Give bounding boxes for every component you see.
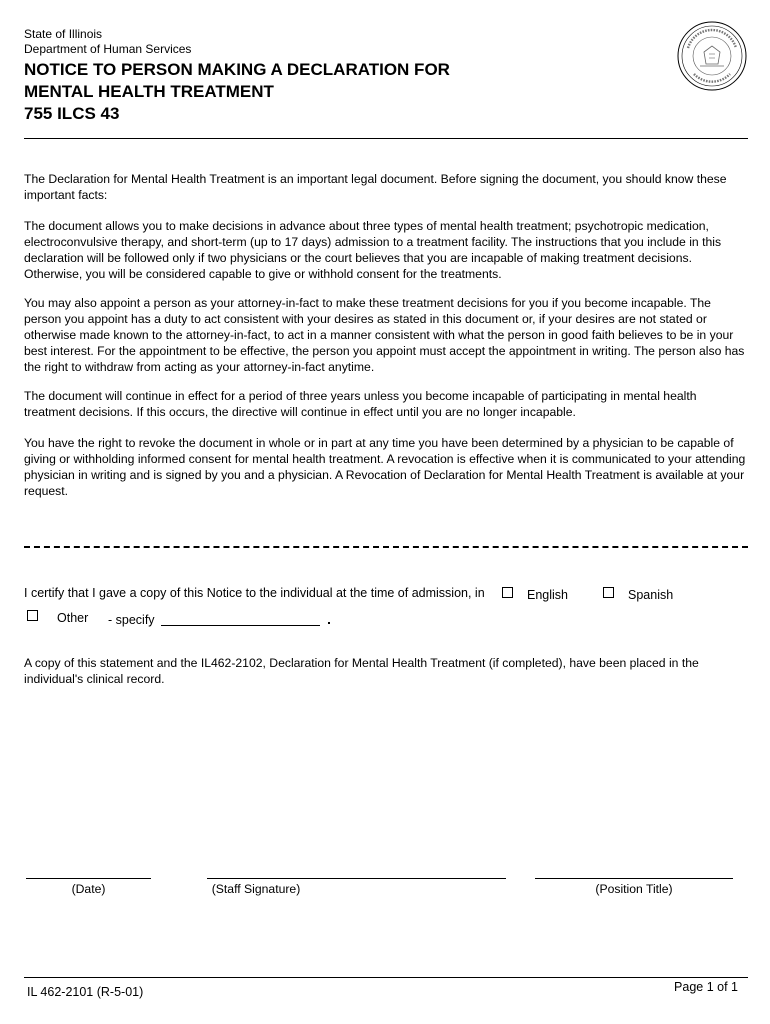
- department-name: Department of Human Services: [24, 42, 192, 56]
- other-label: Other: [57, 611, 89, 625]
- page-title-line2: MENTAL HEALTH TREATMENT: [24, 82, 274, 101]
- duration-paragraph: The document will continue in effect for a period of three years unless you become incapable of participating in mental health treatment decisions. If this occurs, the directive will continue in effect until you are no longer incapable.: [24, 389, 697, 419]
- spanish-label: Spanish: [628, 588, 674, 602]
- english-checkbox[interactable]: [502, 587, 513, 598]
- other-checkbox[interactable]: [27, 610, 38, 621]
- date-label: (Date): [71, 882, 106, 896]
- english-label: English: [527, 588, 568, 602]
- page-number: Page 1 of 1: [674, 980, 738, 994]
- staff-signature-field[interactable]: [207, 878, 506, 879]
- certify-statement: I certify that I gave a copy of this Notice to the individual at the time of admission, in: [24, 586, 485, 600]
- footer-divider: [24, 977, 748, 978]
- revocation-paragraph: You have the right to revoke the document in whole or in part at any time you have been determined by a physician to be capable of giving or withholding informed consent for mental health treatment. A revocation is effective when it is communicated to your attending physician in writing and is signed by you and a physician. A Revocation of Declaration for Mental Health Treatment is available at your request.: [24, 436, 746, 498]
- treatment-types-paragraph: The document allows you to make decisions in advance about three types of mental health treatment; psychotropic medication, electroconvulsive therapy, and short-term (up to 17 days) admission to a treatment facility. The instructions that you include in this declaration will be followed only if two physicians or the court believes that you are incapable of making treatment decisions. Otherwise, you will be considered capable to give or withhold consent for the treatments.: [24, 219, 722, 281]
- specify-field[interactable]: [161, 625, 320, 626]
- position-title-field[interactable]: [535, 878, 733, 879]
- page-title-line1: NOTICE TO PERSON MAKING A DECLARATION FOR: [24, 60, 450, 79]
- copy-statement: A copy of this statement and the IL462-2102, Declaration for Mental Health Treatment (if completed), have been placed in the individual's clinical record.: [24, 656, 699, 686]
- state-name: State of Illinois: [24, 27, 103, 41]
- specify-label: - specify: [108, 613, 155, 627]
- intro-paragraph: The Declaration for Mental Health Treatment is an important legal document. Before signing the document, you should know these important facts:: [24, 172, 727, 202]
- state-seal-icon: [676, 20, 748, 92]
- position-title-label: (Position Title): [595, 882, 673, 896]
- staff-signature-label: (Staff Signature): [211, 882, 301, 896]
- statute-reference: 755 ILCS 43: [24, 104, 120, 123]
- date-field[interactable]: [26, 878, 151, 879]
- form-number: IL 462-2101 (R-5-01): [27, 985, 144, 999]
- attorney-in-fact-paragraph: You may also appoint a person as your attorney-in-fact to make these treatment decisions for you if you become incapable. The person you appoint has a duty to act consistent with your desires as stated in this document or, if your desires are not stated or otherwise made known to the attorney-in-fact, to act in a manner consistent with what the person in good faith believes to be in your best interest. For the appointment to be effective, the person you appoint must accept the appointment in writing. The person also has the right to withdraw from acting as your attorney-in-fact anytime.: [24, 296, 745, 374]
- header-divider: [24, 138, 748, 139]
- specify-period: [328, 622, 330, 624]
- spanish-checkbox[interactable]: [603, 587, 614, 598]
- dashed-separator: [24, 546, 748, 548]
